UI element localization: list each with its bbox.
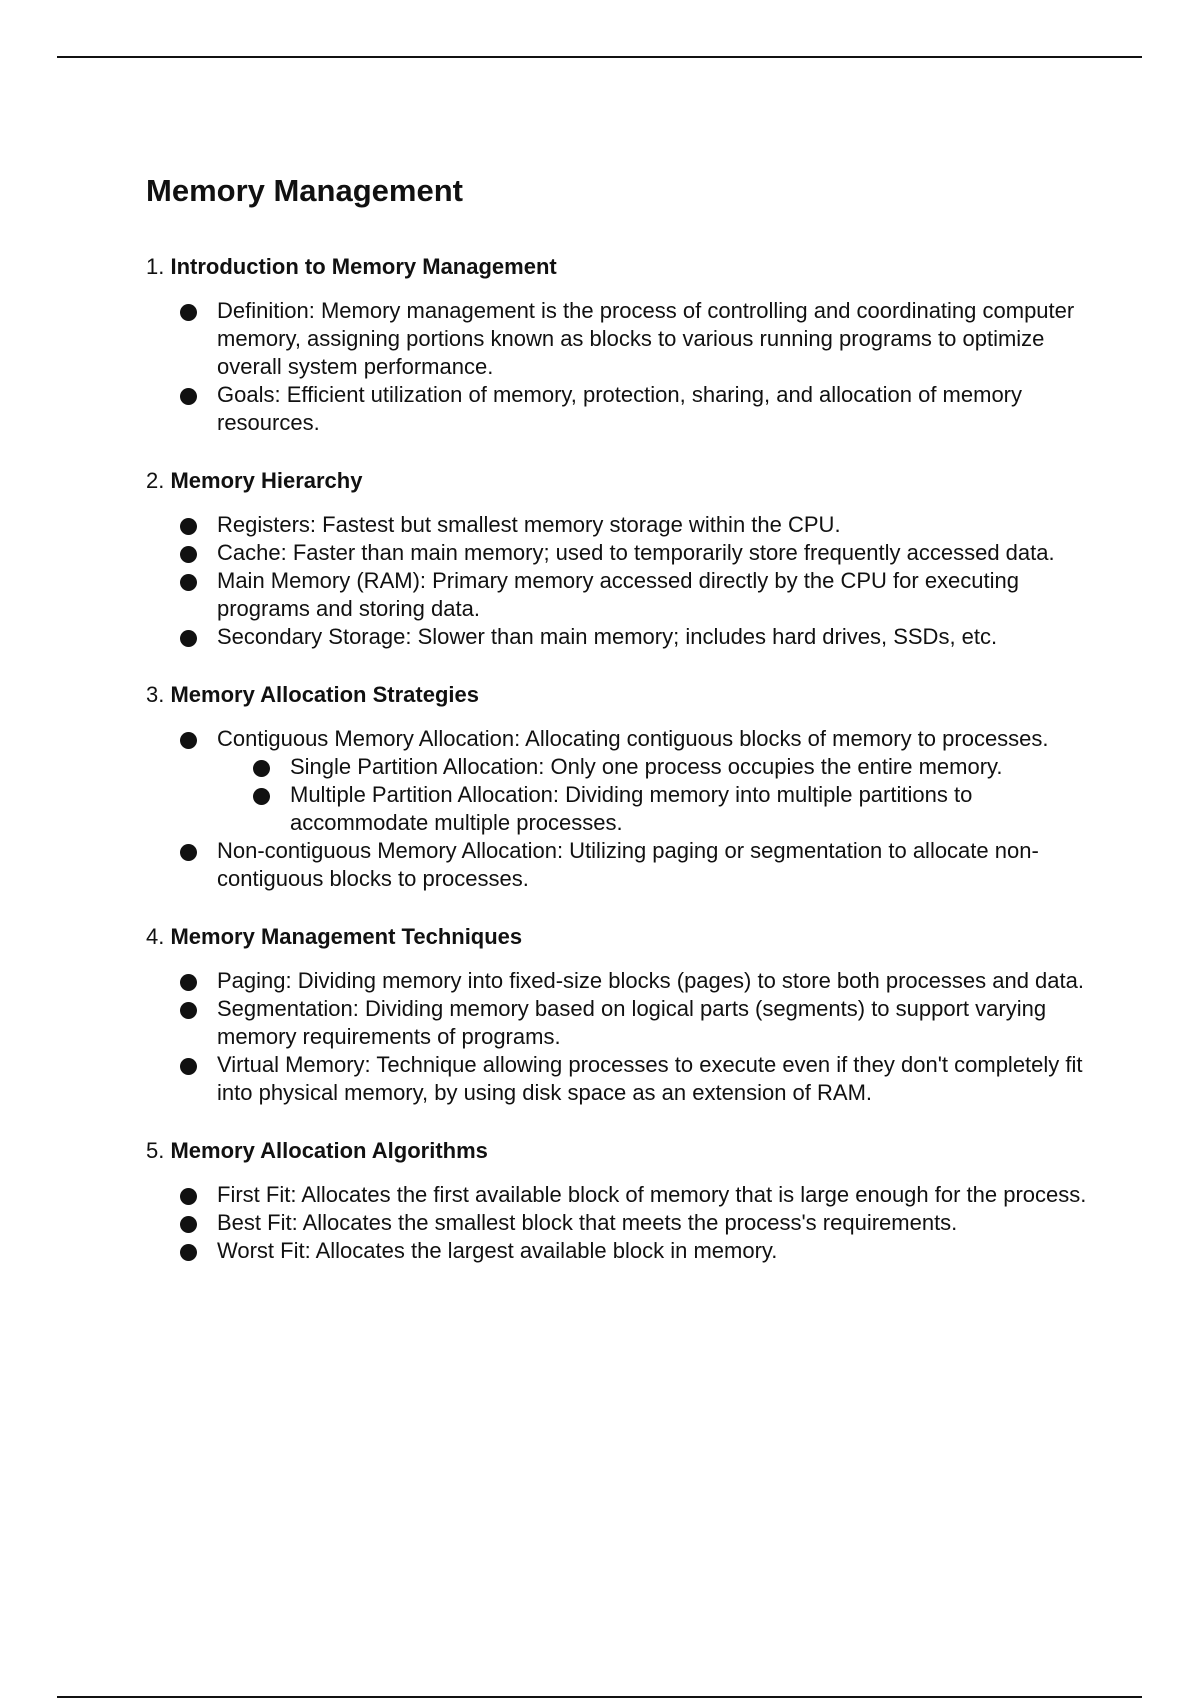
section-number: 4.	[146, 924, 165, 950]
list-item: Goals: Efficient utilization of memory, protection, sharing, and allocation of memory resources.	[217, 381, 1106, 437]
section-heading	[146, 1137, 1106, 1165]
top-rule	[57, 56, 1142, 58]
section-heading	[146, 681, 1106, 709]
section-number: 3.	[146, 682, 165, 708]
list-item: Single Partition Allocation: Only one process occupies the entire memory.	[290, 753, 1106, 781]
section-title: Introduction to Memory Management	[170, 254, 557, 280]
list-item: Secondary Storage: Slower than main memory; includes hard drives, SSDs, etc.	[217, 623, 1106, 651]
section-introduction	[146, 253, 1106, 437]
nested-bullet-list	[146, 753, 1106, 837]
list-item: Contiguous Memory Allocation: Allocating contiguous blocks of memory to processes.	[217, 725, 1106, 753]
section-title: Memory Allocation Algorithms	[170, 1138, 488, 1164]
section-allocation-strategies	[146, 681, 1106, 893]
section-title: Memory Hierarchy	[170, 468, 363, 494]
document-body	[146, 172, 1106, 1295]
list-item: Main Memory (RAM): Primary memory accessed directly by the CPU for executing programs and storing data.	[217, 567, 1106, 623]
list-item: Worst Fit: Allocates the largest available block in memory.	[217, 1237, 1106, 1265]
section-number: 1.	[146, 254, 165, 280]
list-item: Cache: Faster than main memory; used to temporarily store frequently accessed data.	[217, 539, 1106, 567]
list-item: Paging: Dividing memory into fixed-size blocks (pages) to store both processes and data.	[217, 967, 1106, 995]
section-heading	[146, 923, 1106, 951]
bullet-list	[146, 511, 1106, 651]
bullet-list	[146, 725, 1106, 753]
list-item: Registers: Fastest but smallest memory storage within the CPU.	[217, 511, 1106, 539]
list-item: First Fit: Allocates the first available block of memory that is large enough for the process.	[217, 1181, 1106, 1209]
section-heading	[146, 467, 1106, 495]
section-title: Memory Allocation Strategies	[170, 682, 479, 708]
section-memory-hierarchy	[146, 467, 1106, 651]
section-number: 2.	[146, 468, 165, 494]
bullet-list	[146, 297, 1106, 437]
bullet-list	[146, 837, 1106, 893]
section-allocation-algorithms	[146, 1137, 1106, 1265]
section-number: 5.	[146, 1138, 165, 1164]
list-item: Segmentation: Dividing memory based on logical parts (segments) to support varying memory requirements of programs.	[217, 995, 1106, 1051]
list-item: Best Fit: Allocates the smallest block that meets the process's requirements.	[217, 1209, 1106, 1237]
list-item: Multiple Partition Allocation: Dividing memory into multiple partitions to accommodate multiple processes.	[290, 781, 1106, 837]
section-heading	[146, 253, 1106, 281]
page-title: Memory Management	[146, 173, 463, 208]
list-item: Non-contiguous Memory Allocation: Utilizing paging or segmentation to allocate non-contiguous blocks to processes.	[217, 837, 1106, 893]
bullet-list	[146, 967, 1106, 1107]
list-item: Virtual Memory: Technique allowing processes to execute even if they don't completely fit into physical memory, by using disk space as an extension of RAM.	[217, 1051, 1106, 1107]
section-title: Memory Management Techniques	[170, 924, 523, 950]
bottom-rule	[57, 1696, 1142, 1698]
section-management-techniques	[146, 923, 1106, 1107]
list-item: Definition: Memory management is the process of controlling and coordinating computer memory, assigning portions known as blocks to various running programs to optimize overall system performance.	[217, 297, 1106, 381]
bullet-list	[146, 1181, 1106, 1265]
